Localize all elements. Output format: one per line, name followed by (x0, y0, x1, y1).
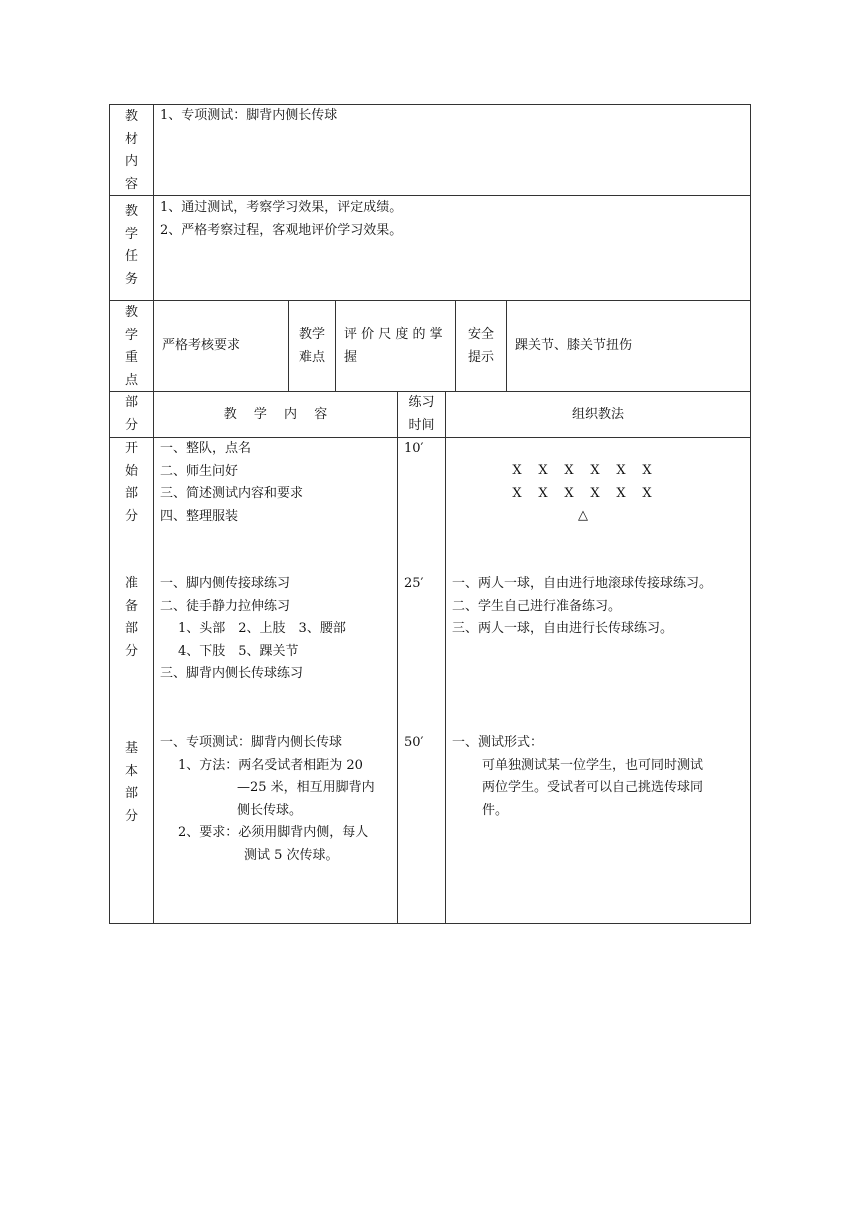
row3-divider-d (506, 300, 507, 392)
header-content: 教 学 内 容 (223, 407, 328, 422)
row2-content: 1、通过测试，考察学习效果，评定成绩。 2、严格考察过程，客观地评价学习效果。 (160, 200, 403, 238)
basic-part-label: 基 本 部 分 (124, 741, 138, 824)
start-time: 10′ (404, 441, 424, 456)
row-divider-1 (109, 195, 751, 196)
start-items: 一、整队，点名 二、师生问好 三、简述测试内容和要求 四、整理服装 (160, 441, 304, 524)
basic-items: 一、专项测试：脚背内侧长传球 1、方法：两名受试者相距为 20 —25 米，相互用脚背内 侧长传球。 2、要求：必须用脚背内侧，每人 测试 5 次传球。 (160, 735, 375, 863)
time-column-left (397, 391, 398, 924)
difficulty-label: 教学 难点 (298, 327, 325, 365)
start-formation (430, 460, 734, 528)
key-point-value: 严格考核要求 (162, 338, 241, 353)
prep-items: 一、脚内侧传接球练习 二、徒手静力拉伸练习 1、头部 2、上肢 3、腰部 4、下肢 5、踝关节 三、脚背内侧长传球练习 (160, 576, 346, 681)
basic-time: 50′ (404, 735, 424, 750)
table-border-bottom (109, 923, 751, 924)
header-part: 部 分 (124, 395, 138, 433)
basic-methods: 一、测试形式： 可单独测试某一位学生，也可同时测试 两位学生。受试者可以自己挑选传球同 件。 (452, 735, 704, 818)
prep-time: 25′ (404, 576, 424, 591)
safety-value: 踝关节、膝关节扭伤 (515, 338, 633, 353)
start-part-label: 开 始 部 分 (124, 441, 138, 524)
label-column-divider (153, 104, 154, 924)
prep-methods: 一、两人一球，自由进行地滚球传接球练习。 二、学生自己进行准备练习。 三、两人一球，自由进行长传球练习。 (452, 576, 713, 636)
safety-label: 安全 提示 (467, 327, 494, 365)
row2-label: 教 学 任 务 (124, 204, 138, 287)
row1-content: 1、专项测试：脚背内侧长传球 (160, 108, 338, 123)
teacher-mark: △ (578, 508, 588, 523)
row3-divider-b (335, 300, 336, 392)
header-time: 练习 时间 (408, 395, 435, 433)
difficulty-value: 评 价 尺 度 的 掌 握 (344, 327, 443, 365)
formation-row-2: X X X X X X (512, 485, 652, 501)
table-border-right (750, 104, 751, 924)
row3-label: 教 学 重 点 (124, 305, 138, 388)
row1-label: 教 材 内 容 (124, 109, 138, 192)
formation-row-1: X X X X X X (512, 463, 652, 478)
header-method: 组织教法 (571, 407, 624, 422)
row-divider-2 (109, 300, 751, 301)
prep-part-label: 准 备 部 分 (124, 576, 138, 659)
